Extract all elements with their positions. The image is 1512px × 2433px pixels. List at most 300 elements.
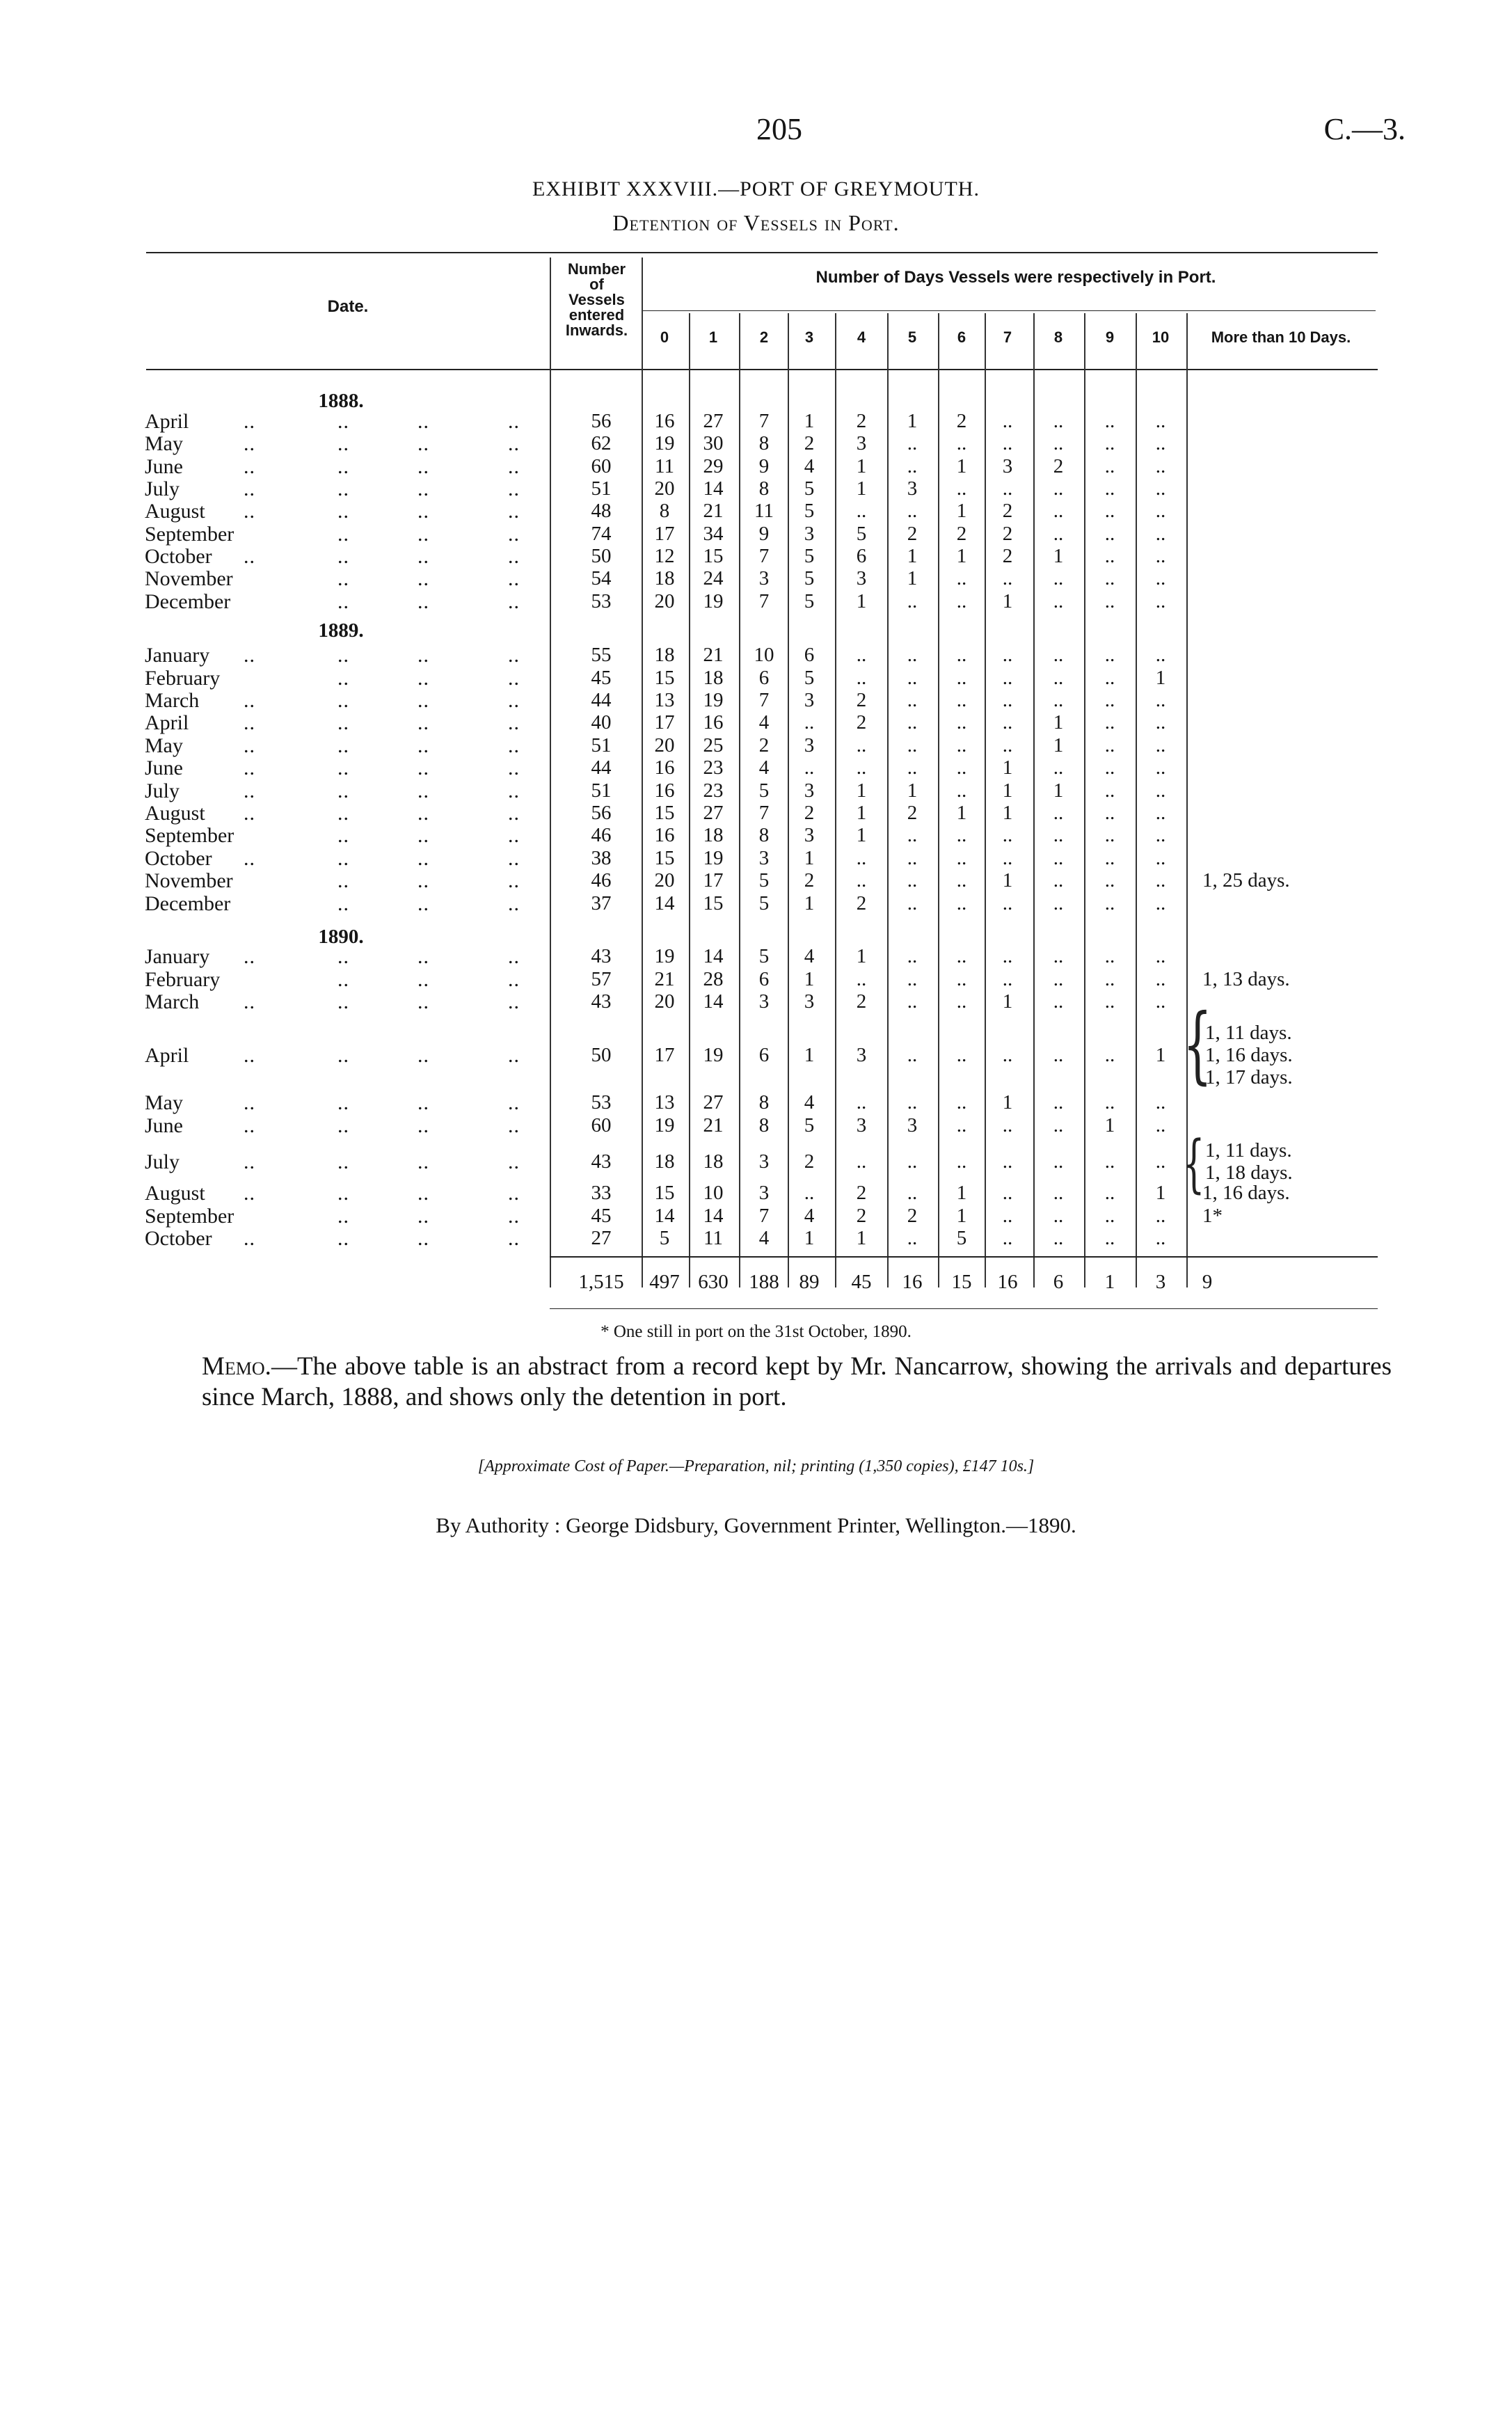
days-cell: 11 — [754, 500, 774, 522]
day-column-header: 10 — [1152, 328, 1170, 346]
days-cell: 19 — [654, 432, 675, 454]
days-cell: 3 — [758, 567, 770, 589]
days-cell: .. — [1155, 1091, 1166, 1114]
days-cell: 1 — [804, 1044, 815, 1066]
days-cell: .. — [1053, 500, 1064, 522]
month-label: August — [145, 802, 205, 825]
days-cell: 19 — [703, 1044, 724, 1066]
footnote: * One still in port on the 31st October, 1890. — [600, 1322, 912, 1341]
month-label: March — [145, 990, 200, 1013]
days-cell: .. — [956, 567, 967, 589]
days-cell: .. — [1002, 945, 1013, 967]
days-cell: 1 — [1002, 1091, 1013, 1114]
days-cell: .. — [907, 711, 918, 734]
days-cell: 7 — [758, 1205, 770, 1227]
leader-dots: .. — [337, 477, 349, 500]
days-cell: 8 — [758, 1091, 770, 1114]
days-cell: 7 — [758, 410, 770, 432]
leader-dots: .. — [508, 756, 520, 779]
days-cell: 2 — [907, 523, 918, 545]
days-cell: 2 — [804, 432, 815, 454]
leader-dots: .. — [337, 802, 349, 825]
leader-dots: .. — [244, 847, 255, 870]
month-label: October — [145, 1227, 212, 1250]
days-cell: 2 — [804, 802, 815, 824]
leader-dots: .. — [417, 945, 429, 968]
days-cell: .. — [956, 590, 967, 612]
leader-dots: .. — [417, 500, 429, 523]
days-cell: .. — [907, 590, 918, 612]
days-cell: 20 — [654, 734, 675, 756]
month-label: May — [145, 734, 183, 757]
vessels-cell: 43 — [591, 945, 612, 967]
days-cell: 2 — [956, 410, 967, 432]
days-cell: 3 — [758, 1182, 770, 1204]
days-cell: 13 — [654, 1091, 675, 1114]
leader-dots: .. — [508, 1150, 520, 1173]
days-cell: 4 — [758, 711, 770, 734]
days-cell: 1 — [856, 1227, 867, 1249]
days-cell: .. — [1053, 1044, 1064, 1066]
month-label: June — [145, 1114, 183, 1137]
leader-dots: .. — [417, 892, 429, 915]
leader-dots: .. — [417, 590, 429, 613]
vessels-cell: 45 — [591, 1205, 612, 1227]
days-cell: 19 — [703, 847, 724, 869]
days-cell: .. — [1053, 756, 1064, 779]
month-label: February — [145, 968, 221, 991]
days-cell: 1 — [907, 779, 918, 802]
days-cell: .. — [1155, 756, 1166, 779]
days-cell: .. — [907, 500, 918, 522]
leader-dots: .. — [244, 477, 255, 500]
total-cell: 89 — [799, 1271, 820, 1293]
days-cell: .. — [1104, 1091, 1115, 1114]
month-label: August — [145, 1182, 205, 1205]
leader-dots: .. — [337, 1091, 349, 1114]
month-label: October — [145, 847, 212, 870]
days-cell: .. — [1155, 500, 1166, 522]
month-label: April — [145, 1044, 189, 1067]
days-cell: .. — [907, 847, 918, 869]
leader-dots: .. — [244, 1150, 255, 1173]
days-cell: .. — [1104, 455, 1115, 477]
days-cell: 27 — [703, 410, 724, 432]
days-cell: .. — [907, 644, 918, 666]
days-cell: .. — [956, 432, 967, 454]
days-cell: .. — [1053, 847, 1064, 869]
more-than-header: More than 10 Days. — [1211, 328, 1351, 346]
leader-dots: .. — [337, 500, 349, 523]
days-cell: 2 — [804, 869, 815, 891]
days-cell: 4 — [804, 945, 815, 967]
leader-dots: .. — [417, 455, 429, 478]
days-cell: 2 — [856, 410, 867, 432]
days-cell: 3 — [907, 1114, 918, 1136]
leader-dots: .. — [508, 711, 520, 734]
days-cell: .. — [1002, 567, 1013, 589]
days-cell: 17 — [703, 869, 724, 891]
days-cell: .. — [907, 689, 918, 711]
leader-dots: .. — [337, 590, 349, 613]
days-cell: 5 — [956, 1227, 967, 1249]
days-cell: 5 — [804, 545, 815, 567]
vessels-cell: 56 — [591, 802, 612, 824]
leader-dots: .. — [337, 1182, 349, 1205]
month-label: July — [145, 779, 180, 802]
days-cell: 1 — [1155, 1182, 1166, 1204]
more-than-entry: 1, 16 days. — [1205, 1044, 1293, 1066]
vessels-cell: 46 — [591, 824, 612, 846]
days-cell: .. — [1155, 824, 1166, 846]
leader-dots: .. — [244, 756, 255, 779]
days-cell: 1 — [856, 779, 867, 802]
days-cell: .. — [1104, 779, 1115, 802]
days-cell: .. — [1002, 644, 1013, 666]
days-cell: .. — [1104, 869, 1115, 891]
leader-dots: .. — [244, 1114, 255, 1137]
days-cell: .. — [804, 1182, 815, 1204]
vessels-cell: 51 — [591, 779, 612, 802]
year-label: 1890. — [318, 926, 364, 948]
days-cell: 8 — [659, 500, 670, 522]
leader-dots: .. — [244, 734, 255, 757]
days-cell: .. — [907, 1227, 918, 1249]
days-cell: 3 — [804, 523, 815, 545]
leader-dots: .. — [417, 410, 429, 433]
days-cell: .. — [1053, 968, 1064, 990]
days-cell: .. — [1053, 1227, 1064, 1249]
day-column-header: 6 — [957, 328, 966, 346]
vessels-cell: 62 — [591, 432, 612, 454]
days-cell: 2 — [1053, 455, 1064, 477]
days-cell: 1 — [804, 410, 815, 432]
days-cell: .. — [1053, 1091, 1064, 1114]
cost-note: [Approximate Cost of Paper.—Preparation, nil; printing (1,350 copies), £147 10s.] — [477, 1457, 1035, 1475]
totals-bottom-rule — [550, 1308, 1378, 1309]
total-cell: 6 — [1053, 1271, 1064, 1293]
days-cell: 3 — [758, 1150, 770, 1173]
more-than-entry: 1, 25 days. — [1202, 869, 1290, 891]
days-cell: .. — [1053, 802, 1064, 824]
days-cell: .. — [1104, 1227, 1115, 1249]
days-cell: 15 — [703, 545, 724, 567]
more-than-entry: 1, 11 days. — [1205, 1022, 1292, 1044]
leader-dots: .. — [244, 545, 255, 568]
days-cell: .. — [907, 667, 918, 689]
days-cell: .. — [1002, 667, 1013, 689]
days-cell: .. — [1002, 824, 1013, 846]
days-cell: .. — [856, 667, 867, 689]
days-cell: .. — [1104, 523, 1115, 545]
leader-dots: .. — [417, 432, 429, 455]
days-cell: 11 — [703, 1227, 723, 1249]
days-cell: 5 — [758, 945, 770, 967]
leader-dots: .. — [508, 779, 520, 802]
days-cell: 34 — [703, 523, 724, 545]
days-cell: 1 — [1155, 1044, 1166, 1066]
leader-dots: .. — [417, 1150, 429, 1173]
month-label: September — [145, 1205, 234, 1228]
days-cell: .. — [907, 756, 918, 779]
vessels-cell: 27 — [591, 1227, 612, 1249]
days-cell: 1 — [1155, 667, 1166, 689]
days-cell: .. — [1104, 545, 1115, 567]
more-than-entry: 1* — [1202, 1205, 1223, 1227]
days-cell: 18 — [703, 824, 724, 846]
vessels-cell: 33 — [591, 1182, 612, 1204]
leader-dots: .. — [417, 756, 429, 779]
header-bottom-rule — [146, 369, 1378, 370]
leader-dots: .. — [337, 545, 349, 568]
days-cell: .. — [956, 869, 967, 891]
days-cell: 1 — [804, 847, 815, 869]
column-rule — [550, 257, 551, 1287]
days-cell: .. — [1155, 545, 1166, 567]
days-cell: 5 — [758, 892, 770, 914]
days-cell: 4 — [804, 455, 815, 477]
vessels-cell: 60 — [591, 455, 612, 477]
days-cell: 2 — [856, 892, 867, 914]
leader-dots: .. — [417, 689, 429, 712]
vessels-cell: 50 — [591, 545, 612, 567]
days-cell: .. — [856, 756, 867, 779]
days-cell: .. — [1002, 1227, 1013, 1249]
leader-dots: .. — [244, 1182, 255, 1205]
vessels-cell: 51 — [591, 477, 612, 500]
days-cell: 10 — [754, 644, 774, 666]
vessels-cell: 43 — [591, 990, 612, 1013]
days-cell: 27 — [703, 802, 724, 824]
days-cell: .. — [1155, 1205, 1166, 1227]
days-cell: .. — [1155, 779, 1166, 802]
days-cell: 16 — [654, 824, 675, 846]
day-column-header: 4 — [857, 328, 866, 346]
days-cell: .. — [1155, 432, 1166, 454]
day-column-header: 0 — [660, 328, 669, 346]
days-cell: .. — [1002, 410, 1013, 432]
days-cell: 9 — [758, 455, 770, 477]
leader-dots: .. — [337, 711, 349, 734]
total-cell: 45 — [851, 1271, 872, 1293]
days-cell: .. — [907, 734, 918, 756]
vessels-header-line: Vessels — [568, 291, 625, 308]
days-cell: 2 — [804, 1150, 815, 1173]
total-cell: 3 — [1155, 1271, 1166, 1293]
days-cell: .. — [956, 756, 967, 779]
more-than-entry: 1, 11 days. — [1205, 1139, 1292, 1162]
month-label: February — [145, 667, 221, 690]
days-cell: 5 — [804, 590, 815, 612]
days-cell: 6 — [758, 667, 770, 689]
total-cell: 1 — [1104, 1271, 1115, 1293]
days-cell: 21 — [703, 1114, 724, 1136]
days-cell: .. — [1155, 455, 1166, 477]
vessels-cell: 53 — [591, 590, 612, 612]
days-cell: .. — [1053, 990, 1064, 1013]
leader-dots: .. — [244, 432, 255, 455]
days-cell: .. — [1053, 644, 1064, 666]
days-cell: .. — [1104, 432, 1115, 454]
more-than-entry: 1, 17 days. — [1205, 1066, 1293, 1088]
leader-dots: .. — [337, 1227, 349, 1250]
vessels-cell: 48 — [591, 500, 612, 522]
days-cell: .. — [1104, 824, 1115, 846]
leader-dots: .. — [337, 689, 349, 712]
days-cell: 27 — [703, 1091, 724, 1114]
days-cell: .. — [856, 500, 867, 522]
days-cell: 6 — [758, 1044, 770, 1066]
days-cell: .. — [1002, 1182, 1013, 1204]
days-cell: 8 — [758, 1114, 770, 1136]
leader-dots: .. — [417, 847, 429, 870]
days-cell: 19 — [654, 1114, 675, 1136]
days-cell: 14 — [703, 477, 724, 500]
brace-mark: { — [1183, 997, 1212, 1093]
leader-dots: .. — [337, 523, 349, 546]
days-cell: 1 — [1002, 802, 1013, 824]
leader-dots: .. — [508, 477, 520, 500]
days-cell: .. — [1053, 567, 1064, 589]
days-cell: 19 — [703, 689, 724, 711]
vessels-cell: 44 — [591, 689, 612, 711]
days-cell: .. — [956, 945, 967, 967]
month-label: April — [145, 711, 189, 734]
vessels-cell: 45 — [591, 667, 612, 689]
brace-mark: { — [1183, 1127, 1205, 1200]
year-label: 1889. — [318, 619, 364, 642]
days-cell: .. — [804, 756, 815, 779]
days-cell: .. — [1002, 892, 1013, 914]
days-cell: .. — [1155, 590, 1166, 612]
leader-dots: .. — [337, 1114, 349, 1137]
days-cell: .. — [1155, 410, 1166, 432]
leader-dots: .. — [244, 1091, 255, 1114]
vessels-cell: 51 — [591, 734, 612, 756]
leader-dots: .. — [508, 1091, 520, 1114]
days-cell: 3 — [758, 847, 770, 869]
leader-dots: .. — [508, 847, 520, 870]
days-cell: 2 — [1002, 545, 1013, 567]
days-cell: 24 — [703, 567, 724, 589]
days-cell: 9 — [758, 523, 770, 545]
leader-dots: .. — [508, 1182, 520, 1205]
days-cell: 18 — [703, 667, 724, 689]
days-cell: .. — [1104, 1044, 1115, 1066]
leader-dots: .. — [508, 990, 520, 1013]
leader-dots: .. — [417, 824, 429, 847]
days-cell: 8 — [758, 824, 770, 846]
leader-dots: .. — [417, 1182, 429, 1205]
days-cell: 1 — [907, 410, 918, 432]
leader-dots: .. — [244, 945, 255, 968]
days-cell: 3 — [804, 990, 815, 1013]
days-cell: .. — [1104, 644, 1115, 666]
days-cell: 2 — [907, 1205, 918, 1227]
leader-dots: .. — [337, 1205, 349, 1228]
leader-dots: .. — [417, 802, 429, 825]
vessels-cell: 55 — [591, 644, 612, 666]
days-cell: 2 — [907, 802, 918, 824]
leader-dots: .. — [244, 500, 255, 523]
leader-dots: .. — [337, 968, 349, 991]
leader-dots: .. — [337, 1044, 349, 1067]
days-cell: 6 — [758, 968, 770, 990]
exhibit-title: EXHIBIT XXXVIII.—PORT OF GREYMOUTH. — [532, 177, 980, 200]
days-cell: 4 — [804, 1091, 815, 1114]
leader-dots: .. — [337, 779, 349, 802]
leader-dots: .. — [508, 869, 520, 892]
leader-dots: .. — [337, 892, 349, 915]
month-label: April — [145, 410, 189, 433]
leader-dots: .. — [417, 869, 429, 892]
table-top-rule — [146, 252, 1378, 253]
day-column-header: 3 — [804, 328, 814, 346]
days-cell: .. — [956, 1091, 967, 1114]
days-cell: .. — [956, 779, 967, 802]
days-cell: 13 — [654, 689, 675, 711]
vessels-header-line: entered — [568, 306, 625, 324]
days-cell: .. — [1053, 1205, 1064, 1227]
day-column-header: 1 — [708, 328, 718, 346]
day-column-header: 7 — [1003, 328, 1012, 346]
leader-dots: .. — [508, 802, 520, 825]
leader-dots: .. — [337, 869, 349, 892]
total-cell: 16 — [902, 1271, 923, 1293]
month-label: June — [145, 455, 183, 478]
days-cell: .. — [1155, 892, 1166, 914]
days-cell: 1 — [956, 545, 967, 567]
days-cell: .. — [907, 869, 918, 891]
days-cell: 4 — [758, 756, 770, 779]
days-cell: 1 — [804, 1227, 815, 1249]
days-cell: 5 — [659, 1227, 670, 1249]
days-cell: .. — [1155, 711, 1166, 734]
days-cell: .. — [956, 1150, 967, 1173]
more-than-entry: 1, 18 days. — [1205, 1162, 1293, 1184]
days-cell: 7 — [758, 590, 770, 612]
days-cell: 8 — [758, 432, 770, 454]
days-cell: 20 — [654, 869, 675, 891]
days-cell: .. — [907, 1150, 918, 1173]
days-cell: 14 — [654, 892, 675, 914]
days-cell: .. — [956, 689, 967, 711]
leader-dots: .. — [244, 410, 255, 433]
leader-dots: .. — [417, 990, 429, 1013]
days-cell: .. — [856, 847, 867, 869]
days-cell: .. — [1155, 990, 1166, 1013]
days-cell: .. — [1155, 477, 1166, 500]
days-cell: 4 — [804, 1205, 815, 1227]
days-cell: .. — [956, 477, 967, 500]
leader-dots: .. — [417, 1044, 429, 1067]
leader-dots: .. — [337, 667, 349, 690]
month-label: November — [145, 869, 233, 892]
days-cell: .. — [1053, 892, 1064, 914]
leader-dots: .. — [417, 1114, 429, 1137]
days-cell: 18 — [654, 1150, 675, 1173]
days-cell: .. — [1104, 500, 1115, 522]
days-cell: 6 — [856, 545, 867, 567]
days-cell: 1 — [856, 455, 867, 477]
memo-text: —The above table is an abstract from a record kept by Mr. Nancarrow, showing the arrivals and departures since March, 1888, and shows only the detention in port. — [202, 1352, 1392, 1411]
memo-paragraph — [202, 1352, 1392, 1413]
days-cell: .. — [1053, 477, 1064, 500]
leader-dots: .. — [508, 1114, 520, 1137]
leader-dots: .. — [337, 1150, 349, 1173]
vessels-cell: 53 — [591, 1091, 612, 1114]
days-cell: 3 — [804, 824, 815, 846]
